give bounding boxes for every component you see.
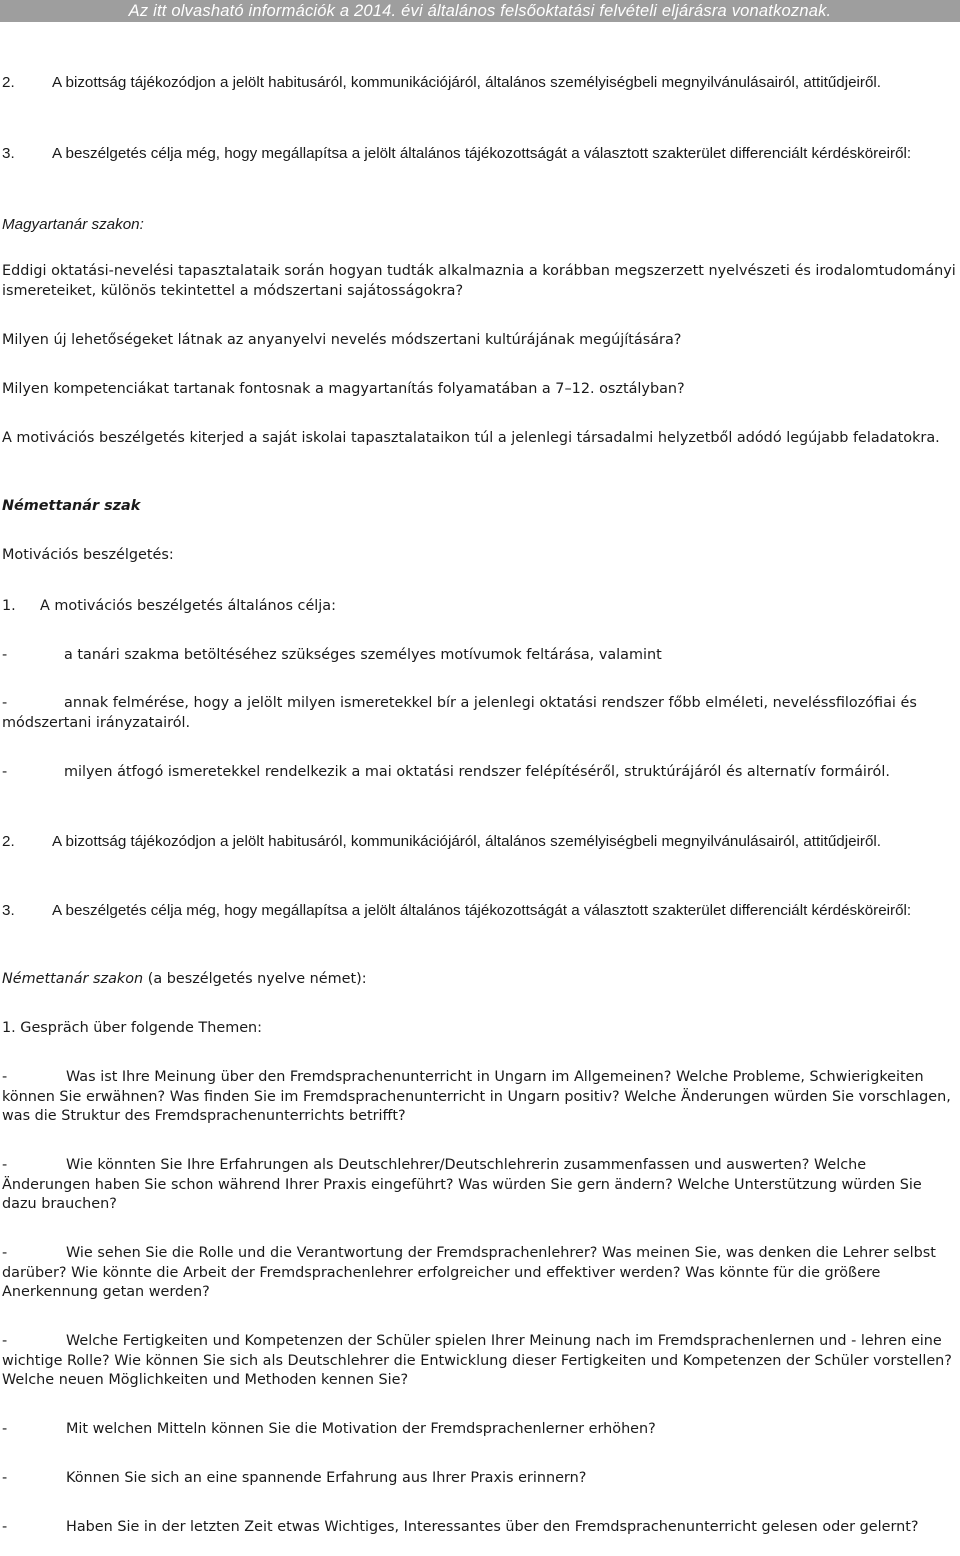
bullet-dash: - xyxy=(2,1421,8,1437)
bullet-dash: - xyxy=(2,1519,8,1535)
bullet-dash: - xyxy=(2,1470,8,1486)
question-text: Wie könnten Sie Ihre Erfahrungen als Deutschlehrer/Deutschlehrerin zusammenfassen und auswerten? Welche Änderungen haben Sie schon während Ihrer Praxis eingeführt? Was würden Sie gern ändern? Welche Unterstützung würden Sie dazu brauchen? xyxy=(2,1157,922,1212)
item-number: 2. xyxy=(2,833,15,850)
magyar-paragraph-2: Milyen új lehetőségeket látnak az anyanyelvi nevelés módszertani kultúrájának megújítására? xyxy=(2,332,682,348)
question-5 xyxy=(2,1420,958,1440)
nemet-heading: Némettanár szak xyxy=(2,498,141,514)
top-item-3 xyxy=(2,144,958,164)
top-item-2 xyxy=(2,73,958,93)
nemet-bullet-1 xyxy=(2,646,958,666)
question-3 xyxy=(2,1244,958,1303)
item-number: 3. xyxy=(2,902,15,919)
language-note-rest: (a beszélgetés nyelve német): xyxy=(143,971,367,987)
nemet-subheading: Motivációs beszélgetés: xyxy=(2,547,174,563)
item-text: A bizottság tájékozódjon a jelölt habitusáról, kommunikációjáról, általános személyiségbeli megnyilvánulásairól, attitűdjeiről. xyxy=(52,74,882,91)
nemet-language-note xyxy=(2,970,958,990)
nemet-item-3 xyxy=(2,901,958,921)
question-text: Wie sehen Sie die Rolle und die Verantwortung der Fremdsprachenlehrer? Was meinen Sie, was denken die Lehrer selbst darüber? Wie könnte die Arbeit der Fremdsprachenlehrer erfolgreicher und effektiver werden? Was könnte für die größere Anerkennung getan werden? xyxy=(2,1245,936,1300)
question-text: Haben Sie in der letzten Zeit etwas Wichtiges, Interessantes über den Fremdsprachenunterricht gelesen oder gelernt? xyxy=(66,1519,919,1535)
item-number: 1. xyxy=(2,598,16,614)
question-1 xyxy=(2,1068,958,1127)
question-text: Mit welchen Mitteln können Sie die Motivation der Fremdsprachenlerner erhöhen? xyxy=(66,1421,656,1437)
nemet-item-2 xyxy=(2,832,958,852)
magyar-heading: Magyartanár szakon: xyxy=(2,216,144,233)
bullet-dash: - xyxy=(2,1157,8,1173)
item-number: 2. xyxy=(2,74,15,91)
question-text: Was ist Ihre Meinung über den Fremdsprachenunterricht in Ungarn im Allgemeinen? Welche Probleme, Schwierigkeiten können Sie erwähnen? Was finden Sie im Fremdsprachenunterricht in Ungarn positiv? Welche Änderungen würden Sie vorschlagen, was die Struktur des Fremdsprachenunterrichts betrifft? xyxy=(2,1069,951,1124)
bullet-dash: - xyxy=(2,647,8,663)
magyar-paragraph-1: Eddigi oktatási-nevelési tapasztalataik során hogyan tudták alkalmaznia a korábban megszerzett nyelvészeti és irodalomtudományi ismereteiket, különös tekintettel a módszertani sajátosságokra? xyxy=(2,263,956,299)
bullet-dash: - xyxy=(2,1069,8,1085)
nemet-bullet-3 xyxy=(2,763,958,783)
bullet-dash: - xyxy=(2,1245,8,1261)
question-7 xyxy=(2,1518,958,1538)
item-text: A bizottság tájékozódjon a jelölt habitusáról, kommunikációjáról, általános személyiségbeli megnyilvánulásairól, attitűdjeiről. xyxy=(52,833,882,850)
question-text: Können Sie sich an eine spannende Erfahrung aus Ihrer Praxis erinnern? xyxy=(66,1470,587,1486)
magyar-paragraph-3: Milyen kompetenciákat tartanak fontosnak a magyartanítás folyamatában a 7–12. osztályban? xyxy=(2,381,685,397)
bullet-text: a tanári szakma betöltéséhez szükséges személyes motívumok feltárása, valamint xyxy=(64,647,662,663)
magyar-paragraph-4: A motivációs beszélgetés kiterjed a saját iskolai tapasztalataikon túl a jelenlegi társadalmi helyzetből adódó legújabb feladatokra. xyxy=(2,430,940,446)
question-4 xyxy=(2,1332,958,1391)
question-2 xyxy=(2,1156,958,1215)
question-6 xyxy=(2,1469,958,1489)
gesprach-heading: 1. Gespräch über folgende Themen: xyxy=(2,1020,263,1036)
item-number: 3. xyxy=(2,145,15,162)
bullet-dash: - xyxy=(2,1333,8,1349)
bullet-text: annak felmérése, hogy a jelölt milyen ismeretekkel bír a jelenlegi oktatási rendszer főbb elméleti, neveléssfilozófiai és módszertani irányzatairól. xyxy=(2,695,917,731)
nemet-bullet-2 xyxy=(2,694,958,733)
item-text: A motivációs beszélgetés általános célja: xyxy=(40,598,336,614)
bullet-dash: - xyxy=(2,695,8,711)
item-text: A beszélgetés célja még, hogy megállapítsa a jelölt általános tájékozottságát a választott szakterület differenciált kérdésköreiről: xyxy=(52,145,912,162)
bullet-dash: - xyxy=(2,764,8,780)
language-note-italic: Némettanár szakon xyxy=(2,971,144,987)
nemet-item-1 xyxy=(2,597,958,617)
page-banner: Az itt olvasható információk a 2014. évi általános felsőoktatási felvételi eljárásra vonatkoznak. xyxy=(0,0,960,22)
bullet-text: milyen átfogó ismeretekkel rendelkezik a mai oktatási rendszer felépítéséről, struktúrájáról és alternatív formáiról. xyxy=(64,764,890,780)
question-text: Welche Fertigkeiten und Kompetenzen der Schüler spielen Ihrer Meinung nach im Fremdsprachenlernen und - lehren eine wichtige Rolle? Wie können Sie sich als Deutschlehrer die Entwicklung dieser Fertigkeiten und Kompetenzen der Schüler vorstellen? Welche neuen Möglichkeiten und Methoden kennen Sie? xyxy=(2,1333,952,1388)
item-text: A beszélgetés célja még, hogy megállapítsa a jelölt általános tájékozottságát a választott szakterület differenciált kérdésköreiről: xyxy=(52,902,912,919)
